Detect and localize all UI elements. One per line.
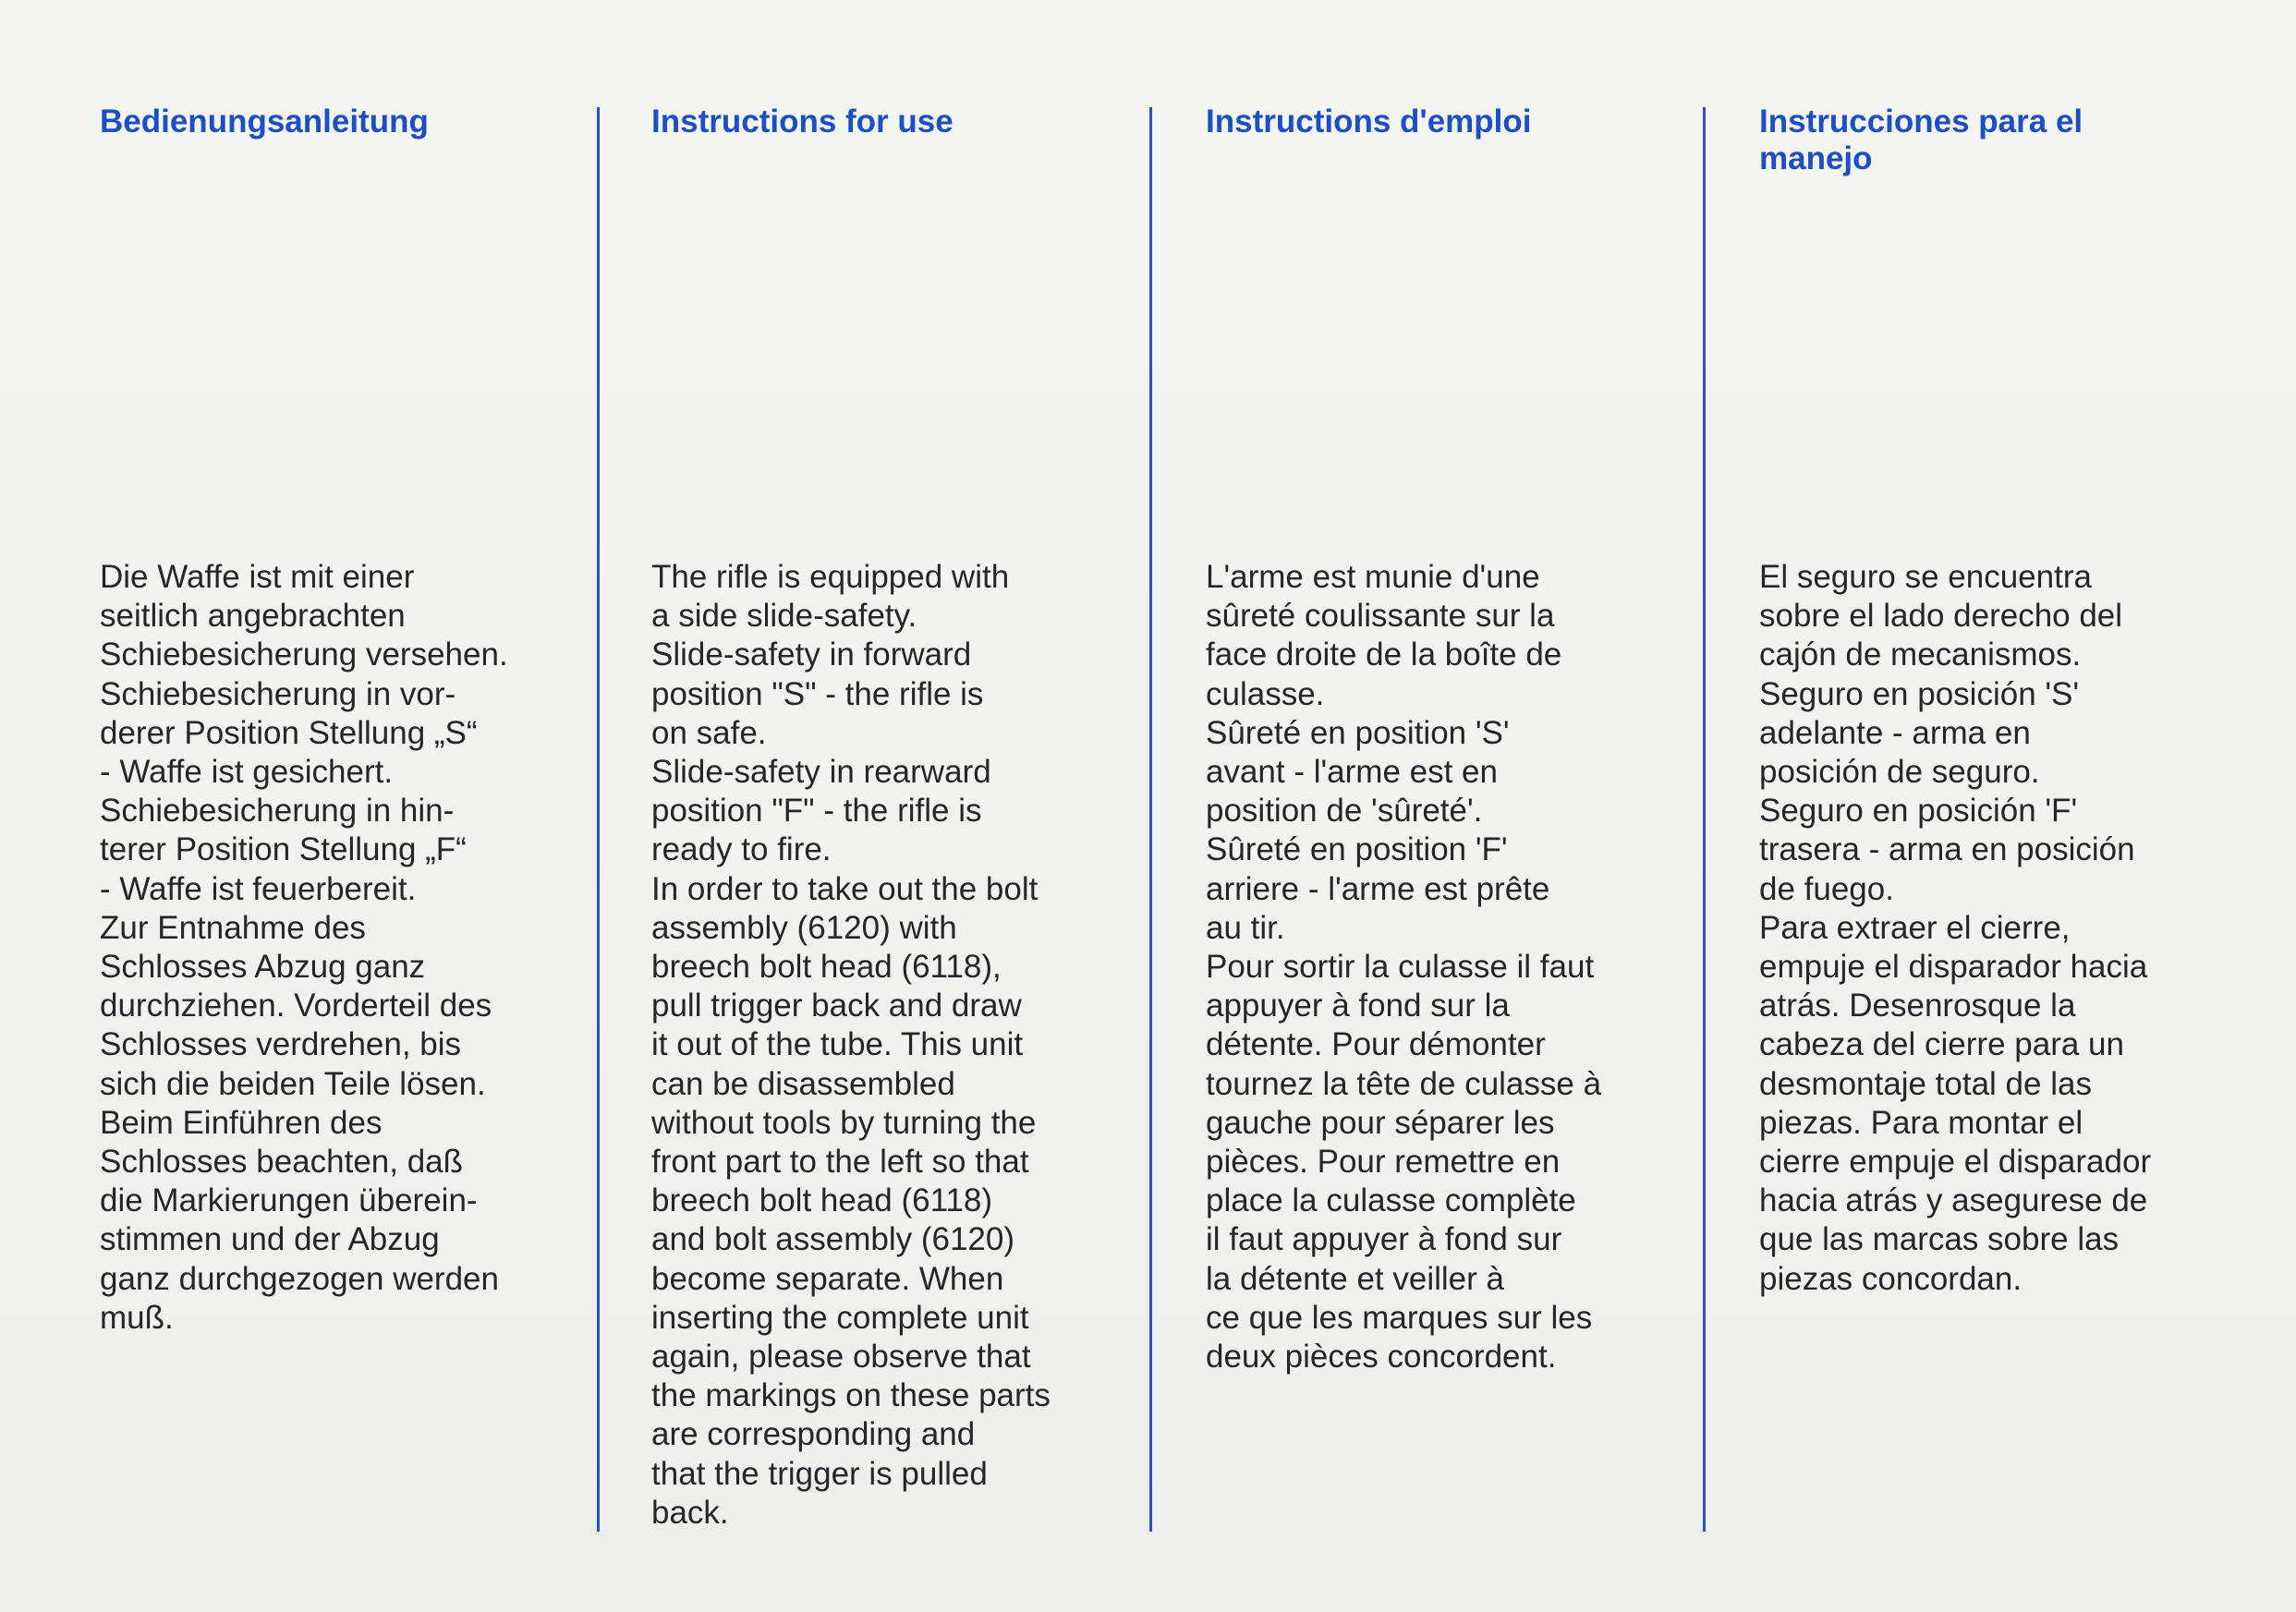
text-line: breech bolt head (6118) (651, 1182, 993, 1219)
text-line: la détente et veiller à (1206, 1260, 1504, 1297)
text-line: back. (651, 1494, 729, 1531)
heading-english: Instructions for use (651, 103, 954, 139)
text-line: pièces. Pour remettre en (1206, 1144, 1561, 1181)
text-line: sich die beiden Teile lösen. (100, 1065, 486, 1102)
text-line: die Markierungen überein- (100, 1182, 478, 1219)
column-divider (597, 107, 600, 1532)
text-line: atrás. Desenrosque la (1759, 988, 2076, 1024)
text-line: become separate. When (651, 1260, 1004, 1297)
body-french (1206, 558, 1601, 1376)
body-spanish (1759, 558, 2151, 1299)
text-line: tournez la tête de culasse à (1206, 1065, 1602, 1102)
text-line: adelante - arma en (1759, 714, 2031, 751)
text-line: it out of the tube. This unit (651, 1026, 1024, 1063)
text-line: a side slide-safety. (651, 598, 917, 635)
text-line: L'arme est munie d'une (1206, 559, 1540, 595)
text-line: ce que les marques sur les (1206, 1299, 1593, 1336)
text-line: Schiebesicherung in hin- (100, 793, 455, 830)
text-line: muß. (100, 1299, 174, 1336)
text-line: Sûreté en position 'F' (1206, 831, 1508, 868)
text-line: without tools by turning the (651, 1104, 1037, 1141)
column-divider (1703, 107, 1706, 1532)
text-line: Zur Entnahme des (100, 909, 366, 946)
heading-french: Instructions d'emploi (1206, 103, 1532, 139)
text-line: and bolt assembly (6120) (651, 1221, 1014, 1258)
text-line: ready to fire. (651, 831, 832, 868)
text-line: trasera - arma en posición (1759, 831, 2135, 868)
text-line: The rifle is equipped with (651, 559, 1010, 595)
text-line: avant - l'arme est en (1206, 754, 1498, 791)
text-line: - Waffe ist feuerbereit. (100, 870, 417, 907)
text-line: il faut appuyer à fond sur (1206, 1221, 1562, 1258)
text-line: that the trigger is pulled (651, 1455, 988, 1492)
text-line: empuje el disparador hacia (1759, 949, 2148, 986)
text-line: arriere - l'arme est prête (1206, 870, 1550, 907)
text-line: Schlosses Abzug ganz (100, 949, 426, 986)
text-line: culasse. (1206, 675, 1325, 712)
text-line: on safe. (651, 714, 767, 751)
text-line: seitlich angebrachten (100, 598, 406, 635)
text-line: pull trigger back and draw (651, 988, 1022, 1024)
text-line: sûreté coulissante sur la (1206, 598, 1555, 635)
text-line: place la culasse complète (1206, 1182, 1576, 1219)
text-line: de fuego. (1759, 870, 1894, 907)
text-line: Seguro en posición 'F' (1759, 793, 2078, 830)
text-line: cierre empuje el disparador (1759, 1144, 2152, 1181)
text-line: ganz durchgezogen werden (100, 1260, 499, 1297)
text-line: Pour sortir la culasse il faut (1206, 949, 1595, 986)
text-line: Schlosses beachten, daß (100, 1144, 464, 1181)
text-line: In order to take out the bolt (651, 870, 1039, 907)
text-line: position "F" - the rifle is (651, 793, 982, 830)
text-line: - Waffe ist gesichert. (100, 754, 394, 791)
text-line: can be disassembled (651, 1065, 955, 1102)
text-line: the markings on these parts (651, 1377, 1051, 1414)
text-line: Para extraer el cierre, (1759, 909, 2071, 946)
column-divider (1149, 107, 1152, 1532)
text-line: desmontaje total de las (1759, 1065, 2092, 1102)
body-german (100, 558, 508, 1338)
text-line: Slide-safety in rearward (651, 754, 991, 791)
text-line: stimmen und der Abzug (100, 1221, 440, 1258)
text-line: cajón de mecanismos. (1759, 636, 2082, 673)
body-english (651, 558, 1051, 1533)
text-line: terer Position Stellung „F“ (100, 831, 467, 868)
text-line: Die Waffe ist mit einer (100, 559, 415, 595)
text-line: appuyer à fond sur la (1206, 988, 1510, 1024)
text-line: posición de seguro. (1759, 754, 2040, 791)
text-line: deux pièces concordent. (1206, 1339, 1557, 1376)
text-line: Seguro en posición 'S' (1759, 675, 2080, 712)
text-line: piezas. Para montar el (1759, 1104, 2083, 1141)
text-line: El seguro se encuentra (1759, 559, 2092, 595)
text-line: Slide-safety in forward (651, 636, 972, 673)
text-line: assembly (6120) with (651, 909, 957, 946)
text-line: derer Position Stellung „S“ (100, 714, 478, 751)
text-line: face droite de la boîte de (1206, 636, 1562, 673)
text-line: cabeza del cierre para un (1759, 1026, 2124, 1063)
text-line: Schiebesicherung versehen. (100, 636, 508, 673)
text-line: gauche pour séparer les (1206, 1104, 1555, 1141)
text-line: Schlosses verdrehen, bis (100, 1026, 462, 1063)
text-line: breech bolt head (6118), (651, 949, 1002, 986)
text-line: détente. Pour démonter (1206, 1026, 1546, 1063)
text-line: inserting the complete unit (651, 1299, 1029, 1336)
text-line: hacia atrás y asegurese de (1759, 1182, 2148, 1219)
text-line: front part to the left so that (651, 1144, 1029, 1181)
heading-german: Bedienungsanleitung (100, 103, 429, 139)
text-line: au tir. (1206, 909, 1285, 946)
text-line: durchziehen. Vorderteil des (100, 988, 492, 1024)
text-line: Beim Einführen des (100, 1104, 383, 1141)
text-line: are corresponding and (651, 1416, 976, 1453)
text-line: position "S" - the rifle is (651, 675, 984, 712)
text-line: Schiebesicherung in vor- (100, 675, 456, 712)
text-line: again, please observe that (651, 1339, 1031, 1376)
text-line: piezas concordan. (1759, 1260, 2023, 1297)
text-line: Sûreté en position 'S' (1206, 714, 1510, 751)
text-line: position de 'sûreté'. (1206, 793, 1483, 830)
text-line: sobre el lado derecho del (1759, 598, 2123, 635)
text-line: que las marcas sobre las (1759, 1221, 2120, 1258)
heading-spanish: Instrucciones para el manejo (1759, 103, 2083, 176)
